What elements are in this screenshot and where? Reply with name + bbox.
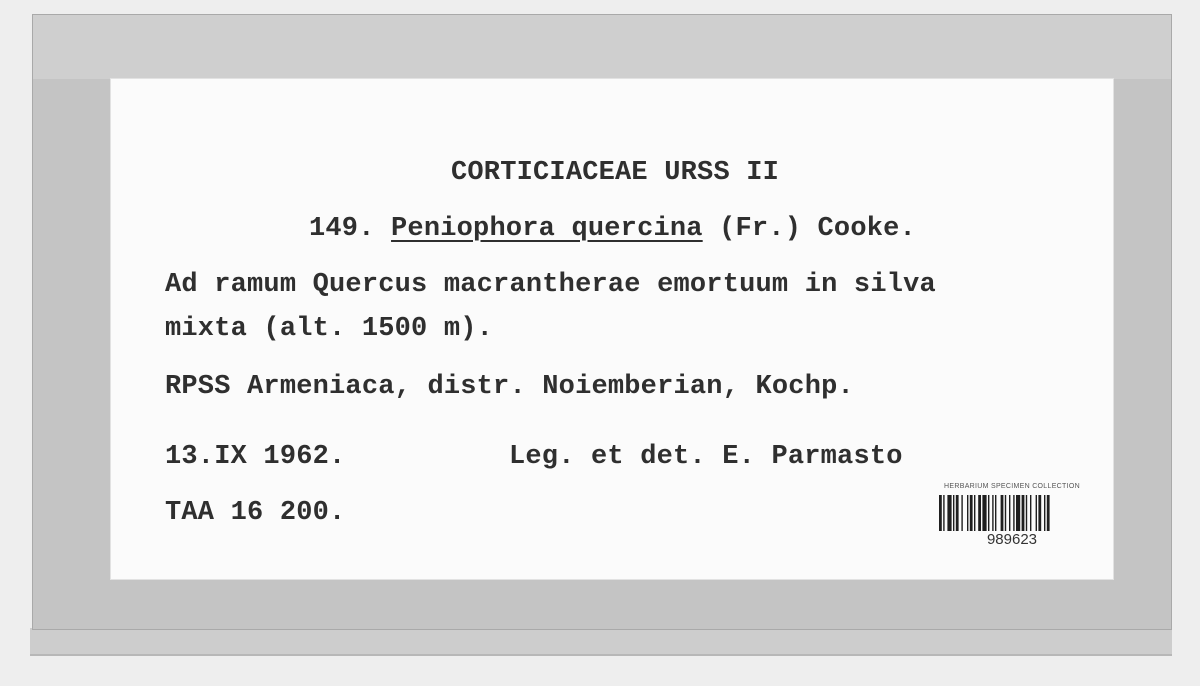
specimen-number: 149. — [309, 214, 375, 244]
barcode-bar — [1026, 495, 1027, 531]
barcode-bar — [1005, 495, 1006, 531]
barcode-bar — [982, 495, 986, 531]
barcode-caption: HERBARIUM SPECIMEN COLLECTION — [944, 483, 1080, 490]
locality-line: RPSS Armeniaca, distr. Noiemberian, Kochp. — [165, 372, 854, 402]
collector-line: Leg. et det. E. Parmasto — [509, 442, 903, 472]
barcode-bar — [995, 495, 996, 531]
barcode-bar — [943, 495, 944, 531]
barcode-bar — [1013, 495, 1014, 531]
barcode-bar — [1030, 495, 1031, 531]
barcode-bar — [1022, 495, 1025, 531]
collection-date: 13.IX 1962. — [165, 442, 346, 472]
barcode-bar — [1009, 495, 1010, 531]
habitat-line-2: mixta (alt. 1500 m). — [165, 314, 494, 344]
barcode-bar — [978, 495, 981, 531]
barcode-bar — [1001, 495, 1004, 531]
barcode-number: 989623 — [986, 531, 1038, 548]
barcode-bar — [1047, 495, 1050, 531]
barcode-bar — [953, 495, 954, 531]
barcode-bar — [961, 495, 962, 531]
barcode-sticker — [933, 483, 1091, 553]
barcode-bar — [1036, 495, 1037, 531]
barcode-bar — [988, 495, 989, 531]
habitat-line-1: Ad ramum Quercus macrantherae emortuum in silva — [165, 270, 936, 300]
backdrop-bottom-strip — [30, 628, 1172, 656]
barcode-bar — [992, 495, 993, 531]
barcode-bar — [967, 495, 968, 531]
barcode-bar — [939, 495, 942, 531]
specimen-label — [110, 78, 1114, 580]
sheet-top-band — [33, 15, 1171, 79]
species-authority: (Fr.) Cooke. — [719, 214, 916, 244]
barcode-bar — [1044, 495, 1045, 531]
barcode-bar — [970, 495, 973, 531]
species-line — [309, 213, 916, 245]
accession-number: TAA 16 200. — [165, 498, 346, 528]
species-name: Peniophora quercina — [391, 214, 703, 244]
series-title: CORTICIACEAE URSS II — [451, 158, 780, 188]
barcode-bars — [939, 495, 1085, 531]
barcode-bar — [947, 495, 951, 531]
barcode-bar — [956, 495, 959, 531]
barcode-bar — [974, 495, 975, 531]
barcode-bar — [1016, 495, 1020, 531]
barcode-bar — [1038, 495, 1041, 531]
